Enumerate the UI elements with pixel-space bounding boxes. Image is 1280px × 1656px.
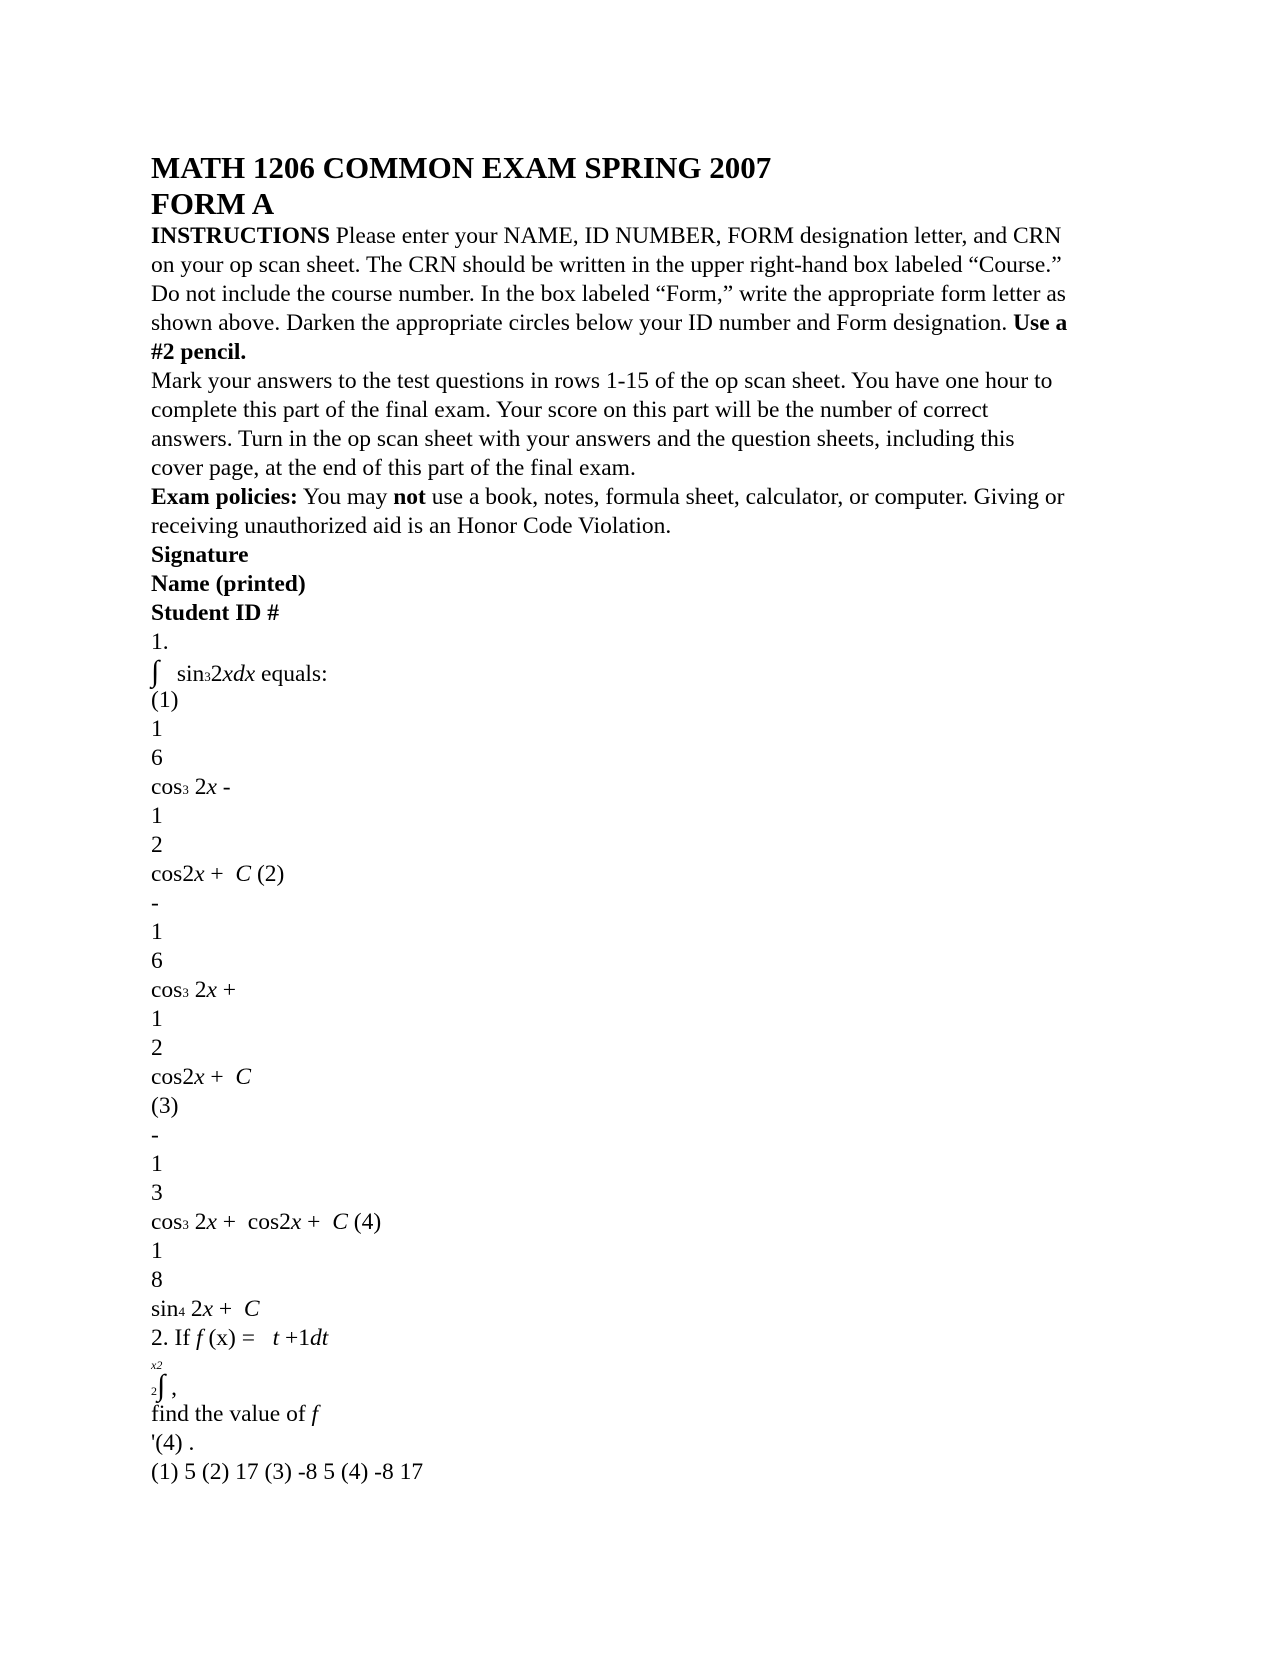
exam-policies: Exam policies: You may not use a book, notes, formula sheet, calculator, or computer. Giving or receiving unauthorized aid is an Honor Code Violation. — [151, 484, 1065, 539]
student-id-label: Student ID # — [151, 600, 279, 626]
question-2-options: (1) 5 (2) 17 (3) -8 5 (4) -8 17 — [151, 1459, 424, 1485]
signature-label: Signature — [151, 542, 249, 568]
q1-option-1-label: (1) — [151, 687, 179, 713]
q1-option-3-label: (3) — [151, 1093, 179, 1119]
name-printed-label: Name (printed) — [151, 571, 306, 597]
integral-sign: ∫ — [151, 655, 160, 688]
integral-lower-limit: 2 — [151, 1384, 157, 1398]
answer-instructions: Mark your answers to the test questions in rows 1-15 of the op scan sheet. You have one hour to complete this part of the final exam. Your score on this part will be the number of correct answers. Turn in the op scan sheet with your answers and the question sheets, including this cover page, at the end of this part of the final exam. — [151, 368, 1053, 481]
q1-option-4-label: (4) — [347, 1209, 382, 1235]
instructions-text: Please enter your NAME, ID NUMBER, FORM designation letter, and CRN on your op scan sheet. The CRN should be written in the upper right-hand box labeled “Course.” Do not include the course number. In the box labeled “Form,” write the appropriate form letter as shown above. Darken the appropriate circles below your ID number and Form designation. — [151, 223, 1066, 336]
question-1-number: 1. — [151, 629, 169, 655]
integral-sign: ∫ — [157, 1369, 166, 1402]
policies-label: Exam policies: — [151, 484, 298, 510]
q1-option-2-label: (2) — [251, 861, 285, 887]
instructions-paragraph — [151, 222, 1071, 367]
question-2-stem: 2. If f (x) = t +1dt — [151, 1325, 329, 1351]
integral-upper-limit: x2 — [151, 1358, 163, 1372]
pencil-note: Use a #2 pencil. — [151, 310, 1068, 365]
exam-title-line1: MATH 1206 COMMON EXAM SPRING 2007 — [151, 150, 772, 185]
question-1-stem: ∫ sin32xdx equals: — [151, 655, 328, 688]
exam-title-line2: FORM A — [151, 186, 275, 221]
policies-not: not — [393, 484, 426, 510]
instructions-label: INSTRUCTIONS — [151, 223, 330, 249]
exam-page: MATH 1206 COMMON EXAM SPRING 2007 FORM A INSTRUCTIONS Please enter your NAME, ID NUMBER, FORM designation letter, and CRN on your op scan sheet. The CRN should be written in the upper right-hand box labeled “Course.” Do not include the course number. In the box labeled “Form,” write the appropriate form letter as shown above. Darken the appropriate circles below your ID number and Form designation. Use a #2 pencil. Mark your answers to the test questions in rows 1-15 of the op scan sheet. You have one hour to complete this part of the final exam. Your score on this part will be the number of correct answers. Turn in the op scan sheet with your answers and the question sheets, including this cover page, at the end of this part of the final exam. Exam policies: You may not use a book, notes, formula sheet, calculator, or computer. Giving or receiving unauthorized aid is an Honor Code Violation. Signature Name (printed) Student ID # 1. ∫ sin32xdx equals: (1) 1 6 cos3 2x - 1 2 cos2x + C (2) - 1 6 cos3 2x + 1 2 cos2x + C (3) - 1 3 cos3 2x + cos2x + C (4) 1 8 sin4 2x + C 2. If f (x) = t +1dt x2 2∫ , find the value of f '(4) . (1) 5 (2) 17 (3) -8 5 (4) -8 17 — [151, 150, 1071, 1487]
